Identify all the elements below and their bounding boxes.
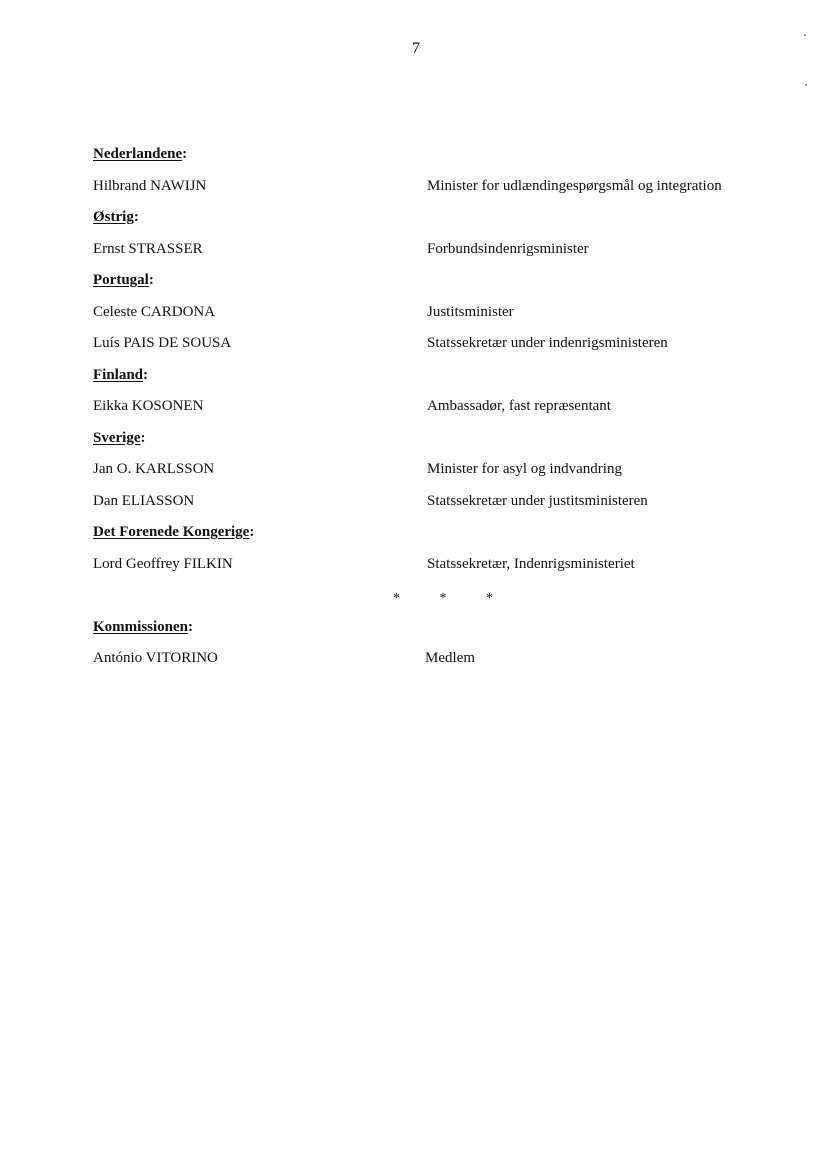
participant-row [93, 176, 793, 208]
country-heading-finland [93, 365, 793, 397]
participant-name: Jan O. KARLSSON [93, 461, 215, 477]
heading-colon: : [133, 209, 139, 225]
participant-role: Justitsminister [427, 303, 514, 320]
country-name: Nederlandene [93, 146, 183, 162]
participant-name: Lord Geoffrey FILKIN [93, 555, 233, 572]
heading-colon: : [143, 366, 149, 383]
heading-colon: : [249, 524, 255, 540]
participant-role: Statssekretær, Indenrigsministeriet [427, 555, 635, 572]
participant-row [93, 459, 793, 491]
country-heading-sweden [93, 428, 793, 460]
participant-row [93, 648, 793, 680]
heading-colon: : [182, 146, 188, 162]
participant-role: Statssekretær under justitsministeren [427, 492, 648, 509]
heading-colon: : [188, 618, 194, 635]
participant-role: Forbundsindenrigsminister [427, 240, 589, 257]
country-name: Østrig [93, 209, 134, 225]
participant-row [93, 239, 793, 271]
country-name: Portugal [93, 272, 149, 288]
commission-heading [93, 617, 793, 649]
page-number: 7 [412, 40, 420, 57]
participant-name: Eikka KOSONEN [93, 398, 204, 414]
country-heading-netherlands [93, 144, 793, 176]
country-name: Sverige [93, 429, 141, 446]
country-heading-united-kingdom [93, 522, 793, 554]
participant-row [93, 554, 793, 586]
participant-name: Hilbrand NAWIJN [93, 177, 207, 194]
participant-role: Statssekretær under indenrigsministeren [427, 335, 668, 351]
country-heading-portugal [93, 270, 793, 302]
country-heading-austria [93, 207, 793, 239]
participant-row [93, 302, 793, 334]
participant-list [93, 144, 793, 680]
participant-row [93, 333, 793, 365]
scan-speck [805, 84, 807, 86]
participant-role: Minister for udlændingespørgsmål og integration [427, 177, 722, 194]
participant-row [93, 491, 793, 523]
participant-name: Ernst STRASSER [93, 240, 203, 257]
participant-role: Minister for asyl og indvandring [427, 461, 622, 477]
commission-name: Kommissionen [93, 618, 189, 635]
participant-role: Ambassadør, fast repræsentant [427, 398, 611, 414]
separator-asterisks: * * * [393, 591, 511, 606]
participant-role: Medlem [425, 650, 475, 666]
heading-colon: : [148, 272, 154, 288]
section-separator [93, 585, 793, 617]
participant-name: Luís PAIS DE SOUSA [93, 335, 232, 351]
scan-speck [804, 34, 806, 36]
participant-name: Celeste CARDONA [93, 303, 216, 320]
country-name: Finland [93, 366, 144, 383]
participant-name: António VITORINO [93, 650, 218, 666]
country-name: Det Forenede Kongerige [93, 524, 250, 540]
participant-name: Dan ELIASSON [93, 492, 195, 509]
participant-row [93, 396, 793, 428]
heading-colon: : [140, 429, 146, 446]
